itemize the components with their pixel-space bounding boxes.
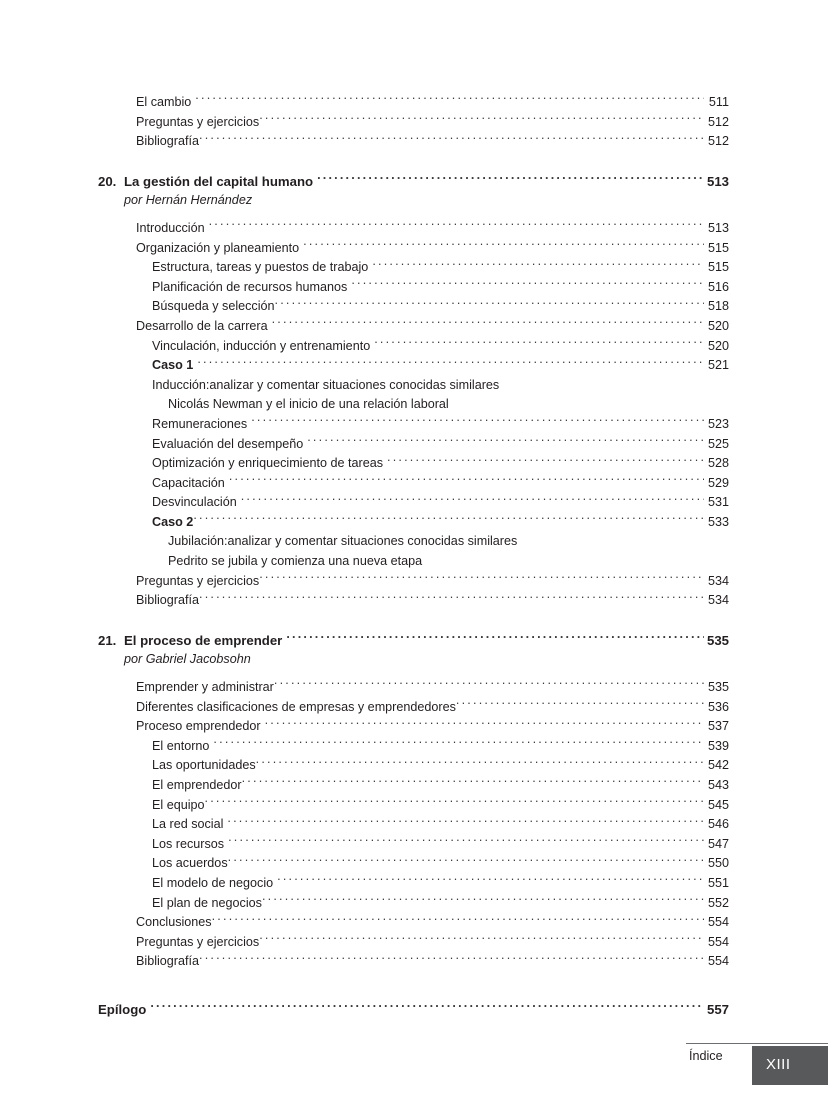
section-spacer: [98, 611, 729, 631]
toc-entry-page-number: 516: [707, 279, 729, 294]
chapter-title: La gestión del capital humano: [124, 173, 314, 189]
dot-leader: [199, 953, 704, 966]
toc-entry-page-number: 515: [707, 260, 729, 275]
chapter-number: 20.: [98, 173, 117, 189]
dot-leader: [456, 698, 704, 711]
dot-leader: [213, 737, 704, 750]
toc-entry-label: Caso 1: [152, 358, 194, 373]
dot-leader: [265, 718, 704, 731]
chapter-byline: por Hernán Hernández: [124, 193, 253, 208]
toc-entry-row[interactable]: [152, 474, 729, 494]
dot-leader: [199, 592, 704, 605]
toc-entry-label: Diferentes clasificaciones de empresas y emprendedores: [136, 699, 456, 714]
dot-leader: [228, 855, 704, 868]
epilogue-page-number: 557: [706, 1001, 729, 1017]
toc-entry-row[interactable]: [152, 776, 729, 796]
toc-entry-row[interactable]: [136, 933, 729, 953]
toc-entry-row[interactable]: [136, 239, 729, 259]
byline-spacer: [98, 670, 729, 678]
toc-note-line: Nicolás Newman y el inicio de una relación laboral: [168, 397, 449, 412]
toc-entry-page-number: 543: [707, 778, 729, 792]
toc-entry-label: Evaluación del desempeño: [152, 436, 304, 451]
toc-entry-label: Capacitación: [152, 475, 225, 490]
dot-leader: [317, 173, 704, 186]
toc-entry-page-number: 545: [707, 797, 729, 812]
toc-entry-page-number: 515: [707, 240, 729, 255]
table-of-contents: [98, 93, 729, 1020]
toc-entry-label: Vinculación, inducción y entrenamiento: [152, 338, 371, 353]
toc-entry-label: Preguntas y ejercicios: [136, 114, 260, 129]
toc-entry-row[interactable]: [152, 894, 729, 914]
toc-entry-label: El cambio: [136, 95, 192, 109]
toc-entry-row[interactable]: [152, 796, 729, 816]
toc-entry-page-number: 539: [707, 738, 729, 753]
dot-leader: [303, 239, 704, 252]
toc-entry-page-number: 523: [707, 416, 729, 431]
toc-entry-label: Desarrollo de la carrera: [136, 318, 268, 333]
toc-entry-label: Planificación de recursos humanos: [152, 279, 348, 294]
toc-entry-label: El equipo: [152, 797, 205, 812]
toc-entry-label: Estructura, tareas y puestos de trabajo: [152, 260, 369, 275]
dot-leader: [256, 757, 704, 770]
toc-note-line: Inducción:analizar y comentar situaciones conocidas similares: [152, 377, 500, 392]
chapter-byline: por Gabriel Jacobsohn: [124, 652, 251, 667]
dot-leader: [241, 494, 704, 507]
toc-entry-label: El entorno: [152, 738, 210, 753]
page-number-box: [752, 1046, 828, 1085]
toc-entry-label: Los recursos: [152, 836, 225, 851]
toc-entry-row[interactable]: [152, 815, 729, 835]
dot-leader: [259, 113, 704, 126]
toc-entry-row[interactable]: [152, 737, 729, 757]
toc-entry-label: Las oportunidades: [152, 758, 256, 773]
toc-entry-label: La red social: [152, 817, 224, 832]
toc-note-line: Pedrito se jubila y comienza una nueva etapa: [168, 554, 423, 569]
dot-leader: [212, 914, 704, 927]
footer-rule: [686, 1043, 828, 1044]
toc-entry-row[interactable]: [136, 698, 729, 718]
toc-entry-row[interactable]: [152, 258, 729, 278]
dot-leader: [251, 415, 704, 428]
toc-epilogue-row[interactable]: [98, 1000, 729, 1020]
toc-entry-page-number: 525: [707, 436, 729, 451]
toc-entry-row[interactable]: [136, 717, 729, 737]
toc-entry-row[interactable]: [152, 513, 729, 533]
toc-entry-row[interactable]: [152, 337, 729, 357]
toc-entry-page-number: 534: [707, 593, 729, 608]
toc-entry-page-number: 512: [707, 114, 729, 129]
toc-entry-page-number: 521: [707, 358, 729, 373]
toc-entry-page-number: 518: [707, 299, 729, 314]
toc-entry-page-number: 554: [707, 915, 729, 930]
toc-entry-row[interactable]: [136, 93, 729, 113]
toc-entry-label: Organización y planeamiento: [136, 240, 300, 255]
toc-entry-row[interactable]: [152, 874, 729, 894]
toc-entry-label: Preguntas y ejercicios: [136, 934, 260, 949]
toc-entry-label: Optimización y enriquecimiento de tareas: [152, 456, 383, 471]
toc-entry-page-number: 520: [707, 318, 729, 333]
toc-entry-label: Bibliografía: [136, 593, 200, 608]
toc-entry-page-number: 529: [707, 475, 729, 490]
toc-entry-row[interactable]: [152, 454, 729, 474]
toc-entry-row[interactable]: [152, 854, 729, 874]
toc-entry-row[interactable]: [152, 493, 729, 513]
toc-entry-label: Desvinculación: [152, 495, 237, 510]
toc-entry-page-number: 511: [708, 95, 729, 109]
toc-entry-label: Caso 2: [152, 514, 194, 529]
dot-leader: [199, 133, 704, 146]
toc-entry-row[interactable]: [136, 113, 729, 133]
chapter-title: El proceso de emprender: [124, 632, 283, 648]
dot-leader: [277, 874, 704, 887]
dot-leader: [262, 894, 704, 907]
dot-leader: [351, 278, 704, 291]
toc-entry-row[interactable]: [136, 952, 729, 972]
toc-entry-label: Conclusiones: [136, 915, 212, 930]
toc-entry-page-number: 520: [707, 338, 729, 353]
page-number: XIII: [766, 1056, 791, 1073]
toc-entry-page-number: 536: [707, 699, 729, 714]
toc-entry-row[interactable]: [136, 913, 729, 933]
dot-leader: [275, 298, 704, 311]
dot-leader: [193, 513, 704, 526]
dot-leader: [229, 474, 704, 487]
toc-entry-row[interactable]: [152, 356, 729, 376]
dot-leader: [205, 796, 704, 809]
toc-entry-page-number: 534: [707, 573, 729, 588]
chapter-number: 21.: [98, 632, 117, 648]
dot-leader: [259, 572, 704, 585]
toc-entry-row[interactable]: [136, 572, 729, 592]
dot-leader: [259, 933, 704, 946]
dot-leader: [195, 93, 704, 106]
toc-entry-page-number: 531: [707, 495, 729, 510]
toc-entry-label: El plan de negocios: [152, 895, 262, 910]
toc-entry-label: Los acuerdos: [152, 856, 228, 871]
dot-leader: [274, 678, 704, 691]
toc-chapter-row[interactable]: [98, 172, 729, 192]
dot-leader: [372, 259, 704, 272]
toc-entry-page-number: 554: [707, 934, 729, 949]
dot-leader: [387, 455, 704, 468]
toc-entry-page-number: 546: [707, 817, 729, 832]
toc-entry-label: Preguntas y ejercicios: [136, 573, 260, 588]
toc-entry-page-number: 551: [707, 875, 729, 890]
dot-leader: [242, 776, 704, 789]
dot-leader: [197, 357, 704, 370]
toc-entry-page-number: 550: [707, 856, 729, 871]
dot-leader: [307, 435, 704, 448]
toc-entry-page-number: 552: [707, 895, 729, 910]
dot-leader: [227, 816, 704, 829]
toc-entry-row[interactable]: [136, 317, 729, 337]
toc-entry-page-number: 554: [707, 954, 729, 969]
toc-entry-label: Bibliografía: [136, 134, 200, 149]
epilogue-spacer: [98, 972, 729, 1000]
dot-leader: [209, 219, 704, 232]
toc-entry-label: Emprender y administrar: [136, 680, 274, 695]
byline-spacer: [98, 211, 729, 219]
toc-entry-page-number: 512: [707, 134, 729, 149]
dot-leader: [286, 632, 704, 645]
toc-entry-label: Introducción: [136, 220, 205, 235]
toc-entry-page-number: 537: [707, 719, 729, 734]
toc-entry-label: Remuneraciones: [152, 416, 248, 431]
toc-entry-page-number: 513: [707, 220, 729, 235]
toc-entry-label: El modelo de negocio: [152, 875, 274, 890]
dot-leader: [374, 337, 704, 350]
toc-chapter-row[interactable]: [98, 631, 729, 651]
toc-note-line: Jubilación:analizar y comentar situaciones conocidas similares: [168, 534, 518, 549]
chapter-page-number: 535: [706, 632, 729, 648]
toc-entry-label: Búsqueda y selección: [152, 299, 275, 314]
toc-entry-page-number: 547: [707, 836, 729, 851]
dot-leader: [228, 835, 704, 848]
footer-section-label: Índice: [689, 1049, 723, 1063]
epilogue-title: Epílogo: [98, 1001, 147, 1017]
section-spacer: [98, 152, 729, 172]
toc-entry-page-number: 528: [707, 456, 729, 471]
toc-entry-row[interactable]: [152, 435, 729, 455]
toc-entry-label: El emprendedor: [152, 778, 242, 792]
toc-entry-row[interactable]: [152, 835, 729, 855]
toc-entry-row[interactable]: [136, 219, 729, 239]
toc-entry-row[interactable]: [152, 415, 729, 435]
toc-entry-row[interactable]: [152, 278, 729, 298]
toc-entry-label: Bibliografía: [136, 954, 200, 969]
toc-entry-page-number: 533: [707, 514, 729, 529]
toc-entry-row[interactable]: [136, 132, 729, 152]
toc-entry-row[interactable]: [152, 297, 729, 317]
dot-leader: [272, 317, 704, 330]
toc-entry-page-number: 542: [707, 758, 729, 773]
toc-entry-row[interactable]: [152, 756, 729, 776]
toc-entry-page-number: 535: [707, 680, 729, 695]
chapter-page-number: 513: [706, 173, 729, 189]
toc-entry-row[interactable]: [136, 678, 729, 698]
toc-entry-row[interactable]: [136, 591, 729, 611]
dot-leader: [150, 1001, 704, 1014]
toc-entry-label: Proceso emprendedor: [136, 719, 261, 734]
